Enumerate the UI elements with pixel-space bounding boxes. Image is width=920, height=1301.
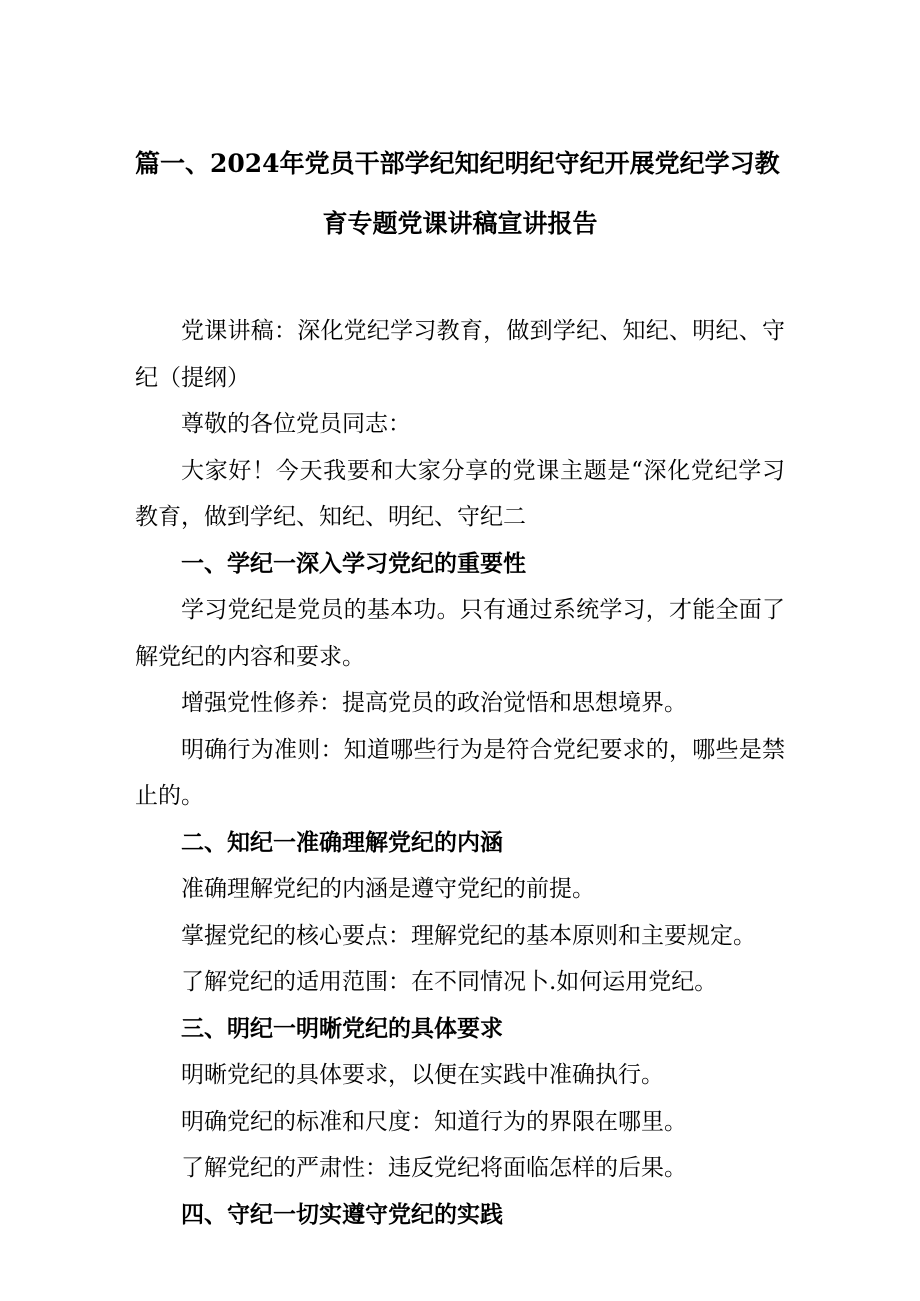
section-heading-1: 一、学纪一深入学习党纪的重要性 (181, 549, 526, 577)
paragraph: 明晰党纪的具体要求，以便在实践中准确执行。 (181, 1062, 664, 1088)
paragraph-greeting: 大家好！今天我要和大家分享的党课主题是“深化党纪学习教育，做到学纪、知纪、明纪、守纪二 (135, 457, 785, 530)
document-title-line-1: 篇一、2024年党员干部学纪知纪明纪守纪开展党纪学习教 (135, 149, 780, 178)
document-body (135, 308, 785, 1238)
paragraph: 掌握党纪的核心要点：理解党纪的基本原则和主要规定。 (181, 922, 756, 949)
paragraph: 增强党性修养：提高党员的政治觉悟和思想境界。 (181, 690, 687, 716)
paragraph: 准确理解党纪的内涵是遵守党纪的前提。 (181, 876, 595, 902)
section-heading-2: 二、知纪一准确理解党纪的内涵 (181, 828, 503, 856)
section-heading-3: 三、明纪一明晰党纪的具体要求 (181, 1014, 503, 1042)
paragraph-salutation: 尊敬的各位党员同志： (181, 411, 411, 437)
paragraph-lecture-topic: 党课讲稿：深化党纪学习教育，做到学纪、知纪、明纪、守纪（提纲） (135, 318, 785, 391)
paragraph: 了解党纪的严肃性：违反党纪将面临怎样的后果。 (181, 1155, 687, 1181)
section-heading-4: 四、守纪一切实遵守党纪的实践 (181, 1200, 503, 1228)
paragraph: 明确行为准则：知道哪些行为是符合党纪要求的，哪些是禁止的。 (135, 736, 785, 809)
paragraph: 明确党纪的标准和尺度：知道行为的界限在哪里。 (181, 1108, 687, 1135)
paragraph: 了解党纪的适用范围：在不同情况卜.如何运用党纪。 (181, 969, 718, 995)
document-title-line-2: 育专题党课讲稿宣讲报告 (322, 209, 598, 238)
paragraph: 学习党纪是党员的基本功。只有通过系统学习，才能全面了解党纪的内容和要求。 (135, 597, 785, 670)
